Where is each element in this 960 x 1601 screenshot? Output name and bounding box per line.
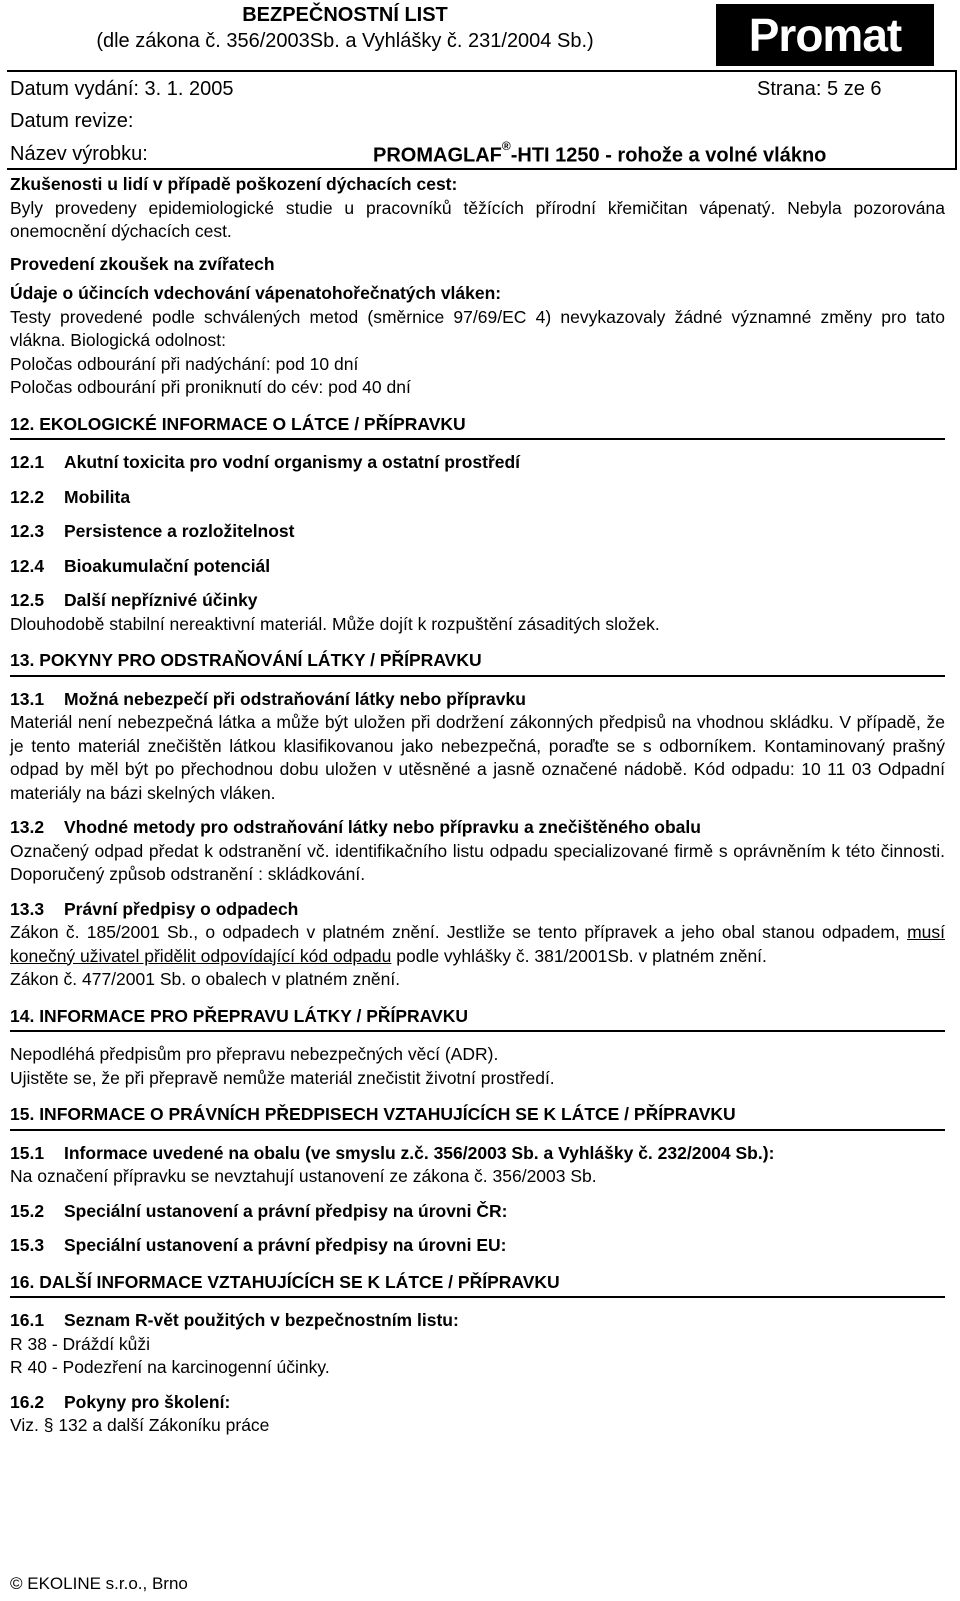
sub-13-3: 13.3 Právní předpisy o odpadech	[10, 898, 299, 919]
animal-heading: Provedení zkoušek na zvířatech	[10, 253, 275, 274]
document-title: BEZPEČNOSTNÍ LIST	[242, 4, 448, 26]
sub-12-4: 12.4 Bioakumulační potenciál	[10, 555, 271, 576]
document-subtitle: (dle zákona č. 356/2003Sb. a Vyhlášky č. 231/2004 Sb.)	[96, 30, 594, 52]
revision-date: Datum revize:	[10, 110, 134, 132]
sub-15-2: 15.2 Speciální ustanovení a právní předpisy na úrovni ČR:	[10, 1200, 508, 1221]
section-14-heading: 14. INFORMACE PRO PŘEPRAVU LÁTKY / PŘÍPRAVKU	[10, 1005, 945, 1033]
sub-16-2-text: Viz. § 132 a další Zákoníku práce	[10, 1415, 270, 1435]
sub-13-2-text: Označený odpad předat k odstranění vč. identifikačního listu odpadu specializované firmě s oprávněním k této činnosti. Doporučený způsob odstranění : skládkování.	[10, 840, 945, 884]
section-14-text-2: Ujistěte se, že při přepravě nemůže materiál znečistit životní prostředí.	[10, 1067, 555, 1088]
promat-logo: Promat	[716, 4, 934, 66]
section-14-text-1: Nepodléhá předpisům pro přepravu nebezpečných věcí (ADR).	[10, 1044, 499, 1064]
product-name: PROMAGLAF®-HTI 1250 - rohože a volné vlákno	[373, 139, 827, 167]
product-label: Název výrobku:	[10, 143, 148, 165]
section-16-heading: 16. DALŠÍ INFORMACE VZTAHUJÍCÍCH SE K LÁTCE / PŘÍPRAVKU	[10, 1271, 945, 1299]
sub-15-1-text: Na označení přípravku se nevztahují ustanovení ze zákona č. 356/2003 Sb.	[10, 1166, 597, 1186]
exp-text: Byly provedeny epidemiologické studie u pracovníků těžících přírodní křemičitan vápenatý. Nebyla pozorována onemocnění dýchacích cest.	[10, 197, 945, 241]
r-phrase-38: R 38 - Dráždí kůži	[10, 1333, 151, 1354]
sub-13-2: 13.2 Vhodné metody pro odstraňování látky nebo přípravku a znečištěného obalu	[10, 817, 701, 837]
sub-12-3: 12.3 Persistence a rozložitelnost	[10, 521, 295, 541]
sub-13-1-text: Materiál není nebezpečná látka a může být uložen při dodržení zákonných předpisů na vhodnou skládku. V případě, že je tento materiál znečištěn látkou klasifikovanou jako nebezpečná, poraďte se s odborníkem. Kontaminovaný prašný odpad by měl být po přechodnou dobu uložen v utěsněné a jasně označené nádobě. Kód odpadu: 10 11 03 Odpadní materiály na bázi skelných vláken.	[10, 712, 945, 803]
half-life-inhalation: Poločas odbourání při nadýchání: pod 10 dní	[10, 353, 359, 374]
document-body	[10, 173, 945, 1438]
sub-12-1: 12.1 Akutní toxicita pro vodní organismy a ostatní prostředí	[10, 452, 521, 472]
half-life-blood: Poločas odbourání při proniknutí do cév: pod 40 dní	[10, 377, 411, 397]
r-phrase-40: R 40 - Podezření na karcinogenní účinky.	[10, 1357, 330, 1377]
section-13-heading: 13. POKYNY PRO ODSTRAŇOVÁNÍ LÁTKY / PŘÍPRAVKU	[10, 649, 945, 677]
sub-12-5-text: Dlouhodobě stabilní nereaktivní materiál. Může dojít k rozpuštění zásaditých složek.	[10, 613, 660, 634]
issue-date: Datum vydání: 3. 1. 2005	[10, 78, 234, 100]
sub-16-2: 16.2 Pokyny pro školení:	[10, 1391, 231, 1412]
exp-heading: Zkušenosti u lidí v případě poškození dýchacích cest:	[10, 174, 458, 194]
sub-15-1: 15.1 Informace uvedené na obalu (ve smyslu z.č. 356/2003 Sb. a Vyhlášky č. 232/2004 Sb.):	[10, 1142, 775, 1163]
sub-13-1: 13.1 Možná nebezpečí při odstraňování látky nebo přípravku	[10, 688, 526, 709]
sub-12-2: 12.2 Mobilita	[10, 486, 131, 507]
section-15-heading: 15. INFORMACE O PRÁVNÍCH PŘEDPISECH VZTAHUJÍCÍCH SE K LÁTCE / PŘÍPRAVKU	[10, 1103, 945, 1131]
footer-copyright: © EKOLINE s.r.o., Brno	[10, 1574, 188, 1593]
sub-13-3-text: Zákon č. 185/2001 Sb., o odpadech v platném znění. Jestliže se tento přípravek a jeho obal stanou odpadem, musí konečný uživatel přidělit odpovídající kód odpadu podle vyhlášky č. 381/2001Sb. v platném znění.	[10, 922, 945, 966]
section-12-heading: 12. EKOLOGICKÉ INFORMACE O LÁTCE / PŘÍPRAVKU	[10, 413, 945, 441]
sub-16-1: 16.1 Seznam R-vět použitých v bezpečnostním listu:	[10, 1310, 459, 1330]
sub-12-5: 12.5 Další nepříznivé účinky	[10, 590, 258, 610]
page-number: Strana: 5 ze 6	[757, 78, 882, 100]
inhal-heading: Údaje o účincích vdechování vápenatohořečnatých vláken:	[10, 283, 502, 303]
inhal-text: Testy provedené podle schválených metod (směrnice 97/69/EC 4) nevykazovaly žádné významné změny pro tato vlákna. Biologická odolnost:	[10, 306, 945, 350]
sub-15-3: 15.3 Speciální ustanovení a právní předpisy na úrovni EU:	[10, 1235, 507, 1255]
sub-13-3-text-2: Zákon č. 477/2001 Sb. o obalech v platném znění.	[10, 969, 401, 989]
